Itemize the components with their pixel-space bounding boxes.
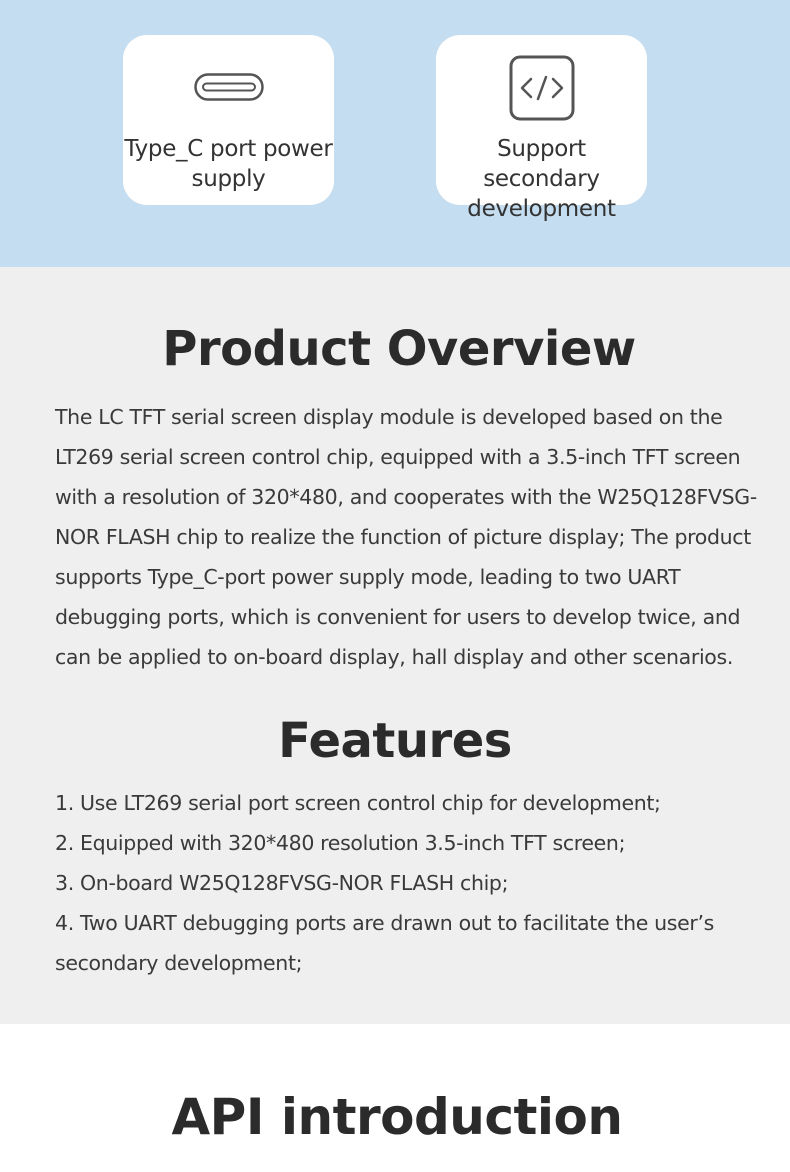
api-title: API introduction	[171, 1088, 623, 1146]
highlight-card-type-c	[123, 35, 334, 205]
overview-paragraph: The LC TFT serial screen display module is developed based on the LT269 serial screen control chip, equipped with a 3.5-inch TFT screen with a resolution of 320*480, and cooperates with the W25Q128FVSG-NOR FLASH chip to realize the function of picture display; The product supports Type_C-port power supply mode, leading to two UART debugging ports, which is convenient for users to develop twice, and can be applied to on-board display, hall display and other scenarios.	[55, 405, 757, 669]
highlights-band	[0, 0, 790, 267]
code-icon	[509, 55, 575, 121]
highlight-card-secondary-dev	[436, 35, 647, 222]
feature-item: 4. Two UART debugging ports are drawn out to facilitate the user’s secondary development;	[55, 911, 714, 975]
api-section	[0, 1024, 790, 1172]
feature-item: 2. Equipped with 320*480 resolution 3.5-inch TFT screen;	[55, 831, 626, 855]
overview-section	[0, 267, 790, 1024]
feature-item: 3. On-board W25Q128FVSG-NOR FLASH chip;	[55, 871, 509, 895]
overview-title: Product Overview	[162, 321, 636, 377]
highlight-label-type-c: Type_C port power supply	[124, 136, 333, 192]
feature-item: 1. Use LT269 serial port screen control chip for development;	[55, 791, 661, 815]
usb-c-port-icon	[194, 73, 264, 101]
features-list	[55, 783, 755, 983]
features-title: Features	[278, 713, 512, 769]
highlight-label-secondary-dev: Support secondary development	[467, 136, 616, 222]
